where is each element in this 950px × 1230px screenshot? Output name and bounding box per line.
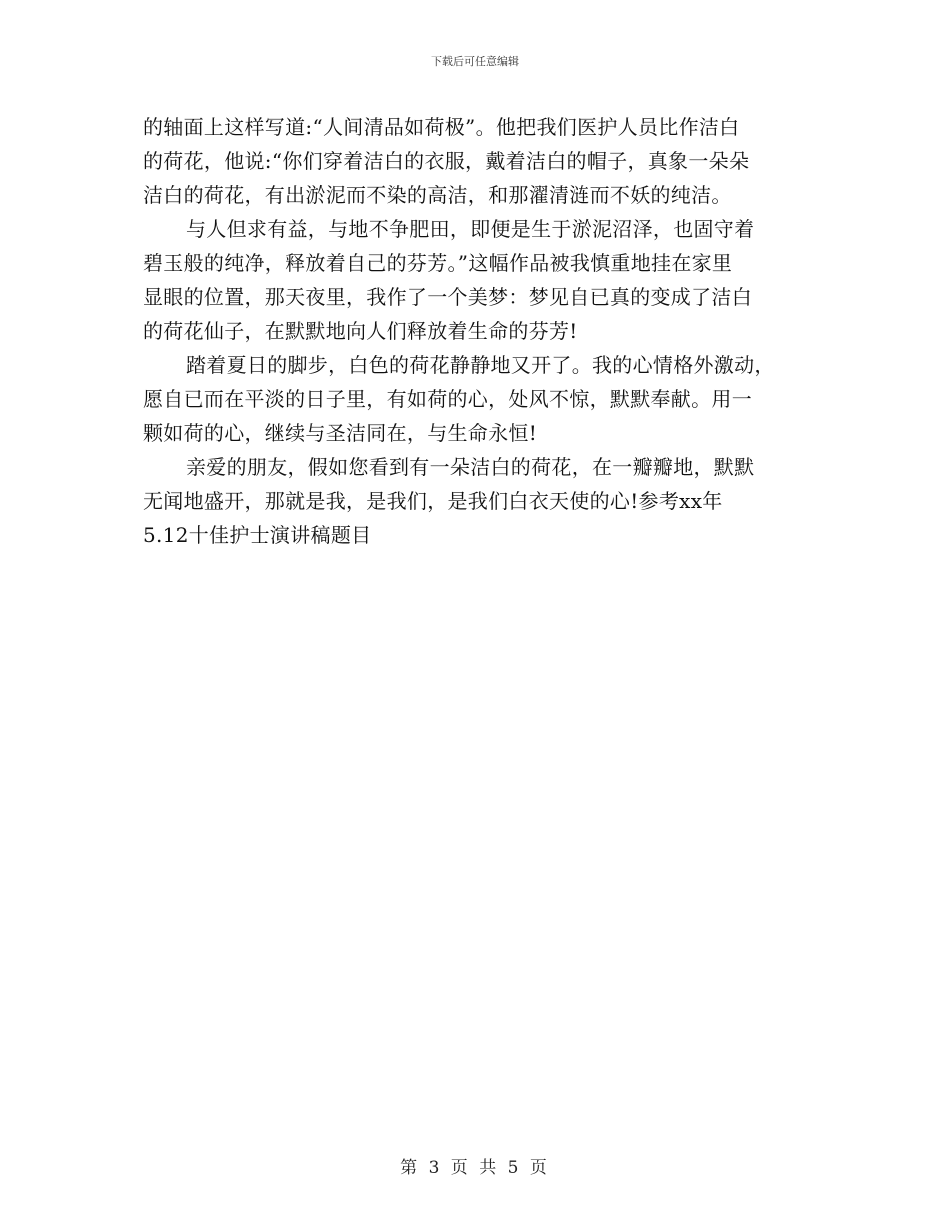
body-line: 的荷花，他说:“你们穿着洁白的衣服，戴着洁白的帽子，真象一朵朵 (143, 149, 750, 173)
document-body (143, 110, 811, 552)
body-line: 的荷花仙子，在默默地向人们释放着生命的芬芳! (143, 319, 578, 343)
paragraph-start-line: 踏着夏日的脚步，白色的荷花静静地又开了。我的心情格外激动， (186, 353, 775, 377)
body-line: 碧玉般的纯净，释放着自己的芬芳。”这幅作品被我慎重地挂在家里 (143, 251, 733, 275)
body-line: 5.12十佳护士演讲稿题目 (143, 523, 372, 547)
body-line: 颗如荷的心，继续与圣洁同在，与生命永恒! (143, 421, 538, 445)
body-line: 洁白的荷花，有出淤泥而不染的高洁，和那濯清涟而不妖的纯洁。 (143, 183, 732, 207)
paragraph-start-line: 与人但求有益，与地不争肥田，即便是生于淤泥沼泽，也固守着 (186, 217, 755, 241)
body-line: 愿自已而在平淡的日子里，有如荷的心，处风不惊，默默奉献。用一 (143, 387, 752, 411)
paragraph-start-line: 亲爱的朋友，假如您看到有一朵洁白的荷花，在一瓣瓣地，默默 (186, 455, 755, 479)
page-header-note: 下载后可任意编辑 (431, 55, 519, 68)
body-line: 显眼的位置，那天夜里，我作了一个美梦：梦见自已真的变成了洁白 (143, 285, 752, 309)
body-line: 的轴面上这样写道:“人间清品如荷极”。他把我们医护人员比作洁白 (143, 115, 740, 139)
body-line: 无闻地盛开，那就是我，是我们，是我们白衣天使的心!参考xx年 (143, 489, 723, 513)
page-number: 第 3 页 共 5 页 (400, 1158, 550, 1178)
